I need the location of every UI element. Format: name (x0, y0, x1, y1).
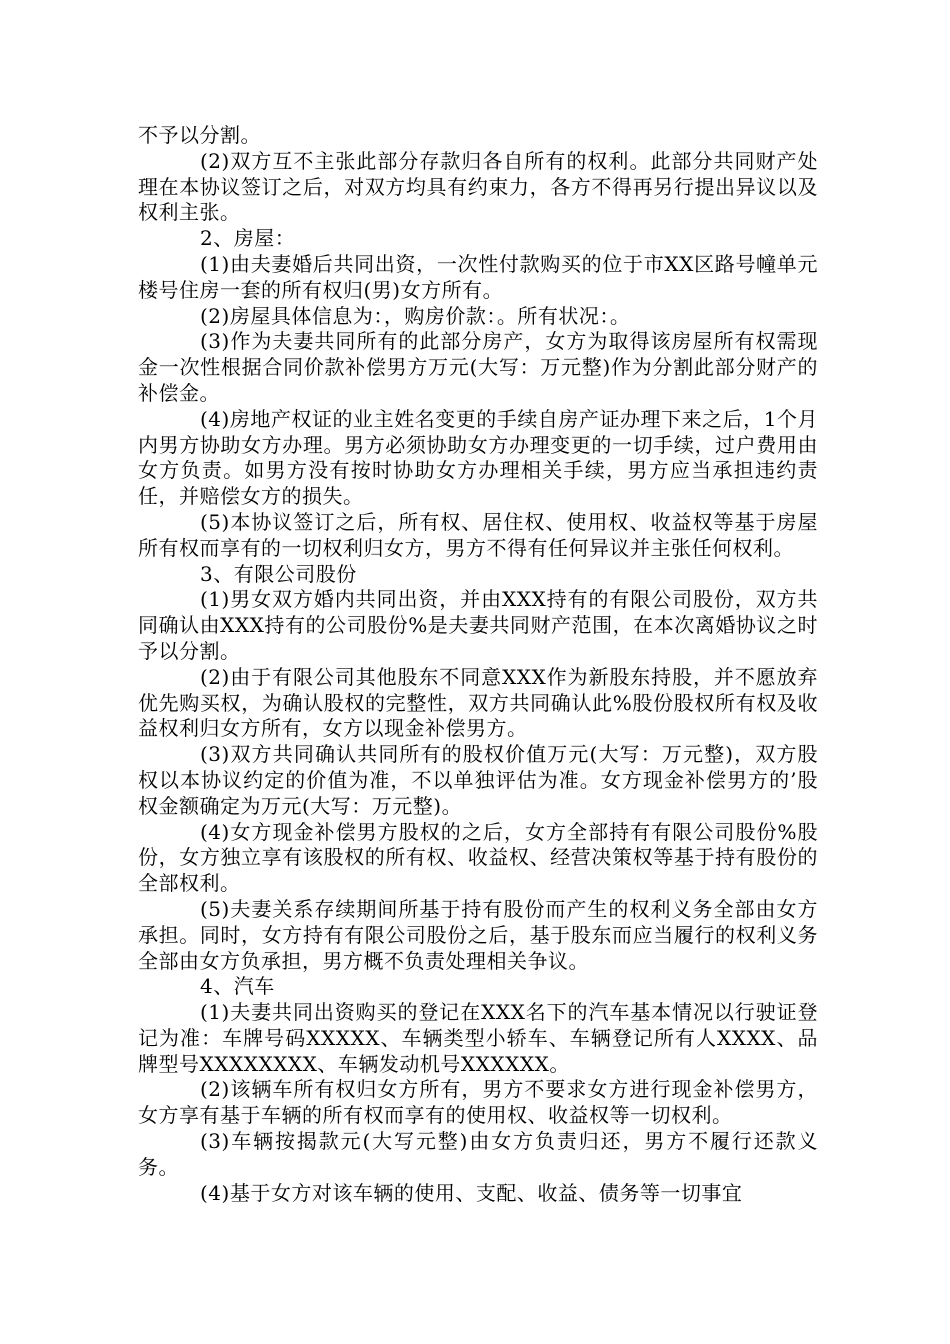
paragraph-car-1: (1)夫妻共同出资购买的登记在XXX名下的汽车基本情况以行驶证登记为准：车牌号码XXXXX、车辆类型小轿车、车辆登记所有人XXXX、品牌型号XXXXXXXX、车辆发动机号XXXXXX。 (138, 1000, 818, 1076)
section-heading-house: 2、房屋： (200, 226, 296, 251)
paragraph-shares-3: (3)双方共同确认共同所有的股权价值万元(大写：万元整)，双方股权以本协议约定的价值为准，不以单独评估为准。女方现金补偿男方的’股权金额确定为万元(大写：万元整)。 (138, 742, 818, 818)
paragraph-2: (2)双方互不主张此部分存款归各自所有的权利。此部分共同财产处理在本协议签订之后，对双方均具有约束力，各方不得再另行提出异议以及权利主张。 (138, 148, 818, 225)
paragraph-shares-5: (5)夫妻关系存续期间所基于持有股份而产生的权利义务全部由女方承担。同时，女方持有有限公司股份之后，基于股东而应当履行的权利义务全部由女方负承担，男方概不负责处理相关争议。 (138, 896, 818, 973)
paragraph-shares-1: (1)男女双方婚内共同出资，并由XXX持有的有限公司股份，双方共同确认由XXX持有的公司股份%是夫妻共同财产范围，在本次离婚协议之时予以分割。 (138, 587, 818, 663)
paragraph-house-3: (3)作为夫妻共同所有的此部分房产，女方为取得该房屋所有权需现金一次性根据合同价款补偿男方万元(大写：万元整)作为分割此部分财产的补偿金。 (138, 329, 818, 405)
paragraph-car-3: (3)车辆按揭款元(大写元整)由女方负责归还，男方不履行还款义务。 (138, 1129, 818, 1179)
paragraph-shares-4: (4)女方现金补偿男方股权的之后，女方全部持有有限公司股份%股份，女方独立享有该股权的所有权、收益权、经营决策权等基于持有股份的全部权利。 (138, 819, 818, 896)
document-body (138, 123, 818, 1206)
paragraph-car-2: (2)该辆车所有权归女方所有，男方不要求女方进行现金补偿男方，女方享有基于车辆的所有权而享有的使用权、收益权等一切权利。 (138, 1077, 818, 1128)
paragraph-house-1: (1)由夫妻婚后共同出资，一次性付款购买的位于市XX区路号幢单元楼号住房一套的所有权归(男)女方所有。 (138, 251, 818, 302)
paragraph-house-5: (5)本协议签订之后，所有权、居住权、使用权、收益权等基于房屋所有权而享有的一切权利归女方，男方不得有任何异议并主张任何权利。 (138, 509, 818, 560)
paragraph-1: 不予以分割。 (138, 123, 261, 147)
section-heading-company-shares: 3、有限公司股份 (200, 561, 357, 586)
paragraph-car-4: (4)基于女方对该车辆的使用、支配、收益、债务等一切事宜 (200, 1180, 743, 1205)
paragraph-house-2: (2)房屋具体信息为：，购房价款：。所有状况：。 (200, 303, 631, 328)
paragraph-house-4: (4)房地产权证的业主姓名变更的手续自房产证办理下来之后，1个月内男方协助女方办理。男方必须协助女方办理变更的一切手续，过户费用由女方负责。如男方没有按时协助女方办理相关手续，男方应当承担违约责任，并赔偿女方的损失。 (138, 406, 818, 509)
paragraph-shares-2: (2)由于有限公司其他股东不同意XXX作为新股东持股，并不愿放弃优先购买权，为确认股权的完整性，双方共同确认此%股份股权所有权及收益权利归女方所有，女方以现金补偿男方。 (138, 664, 818, 741)
section-heading-car: 4、汽车 (200, 974, 275, 999)
